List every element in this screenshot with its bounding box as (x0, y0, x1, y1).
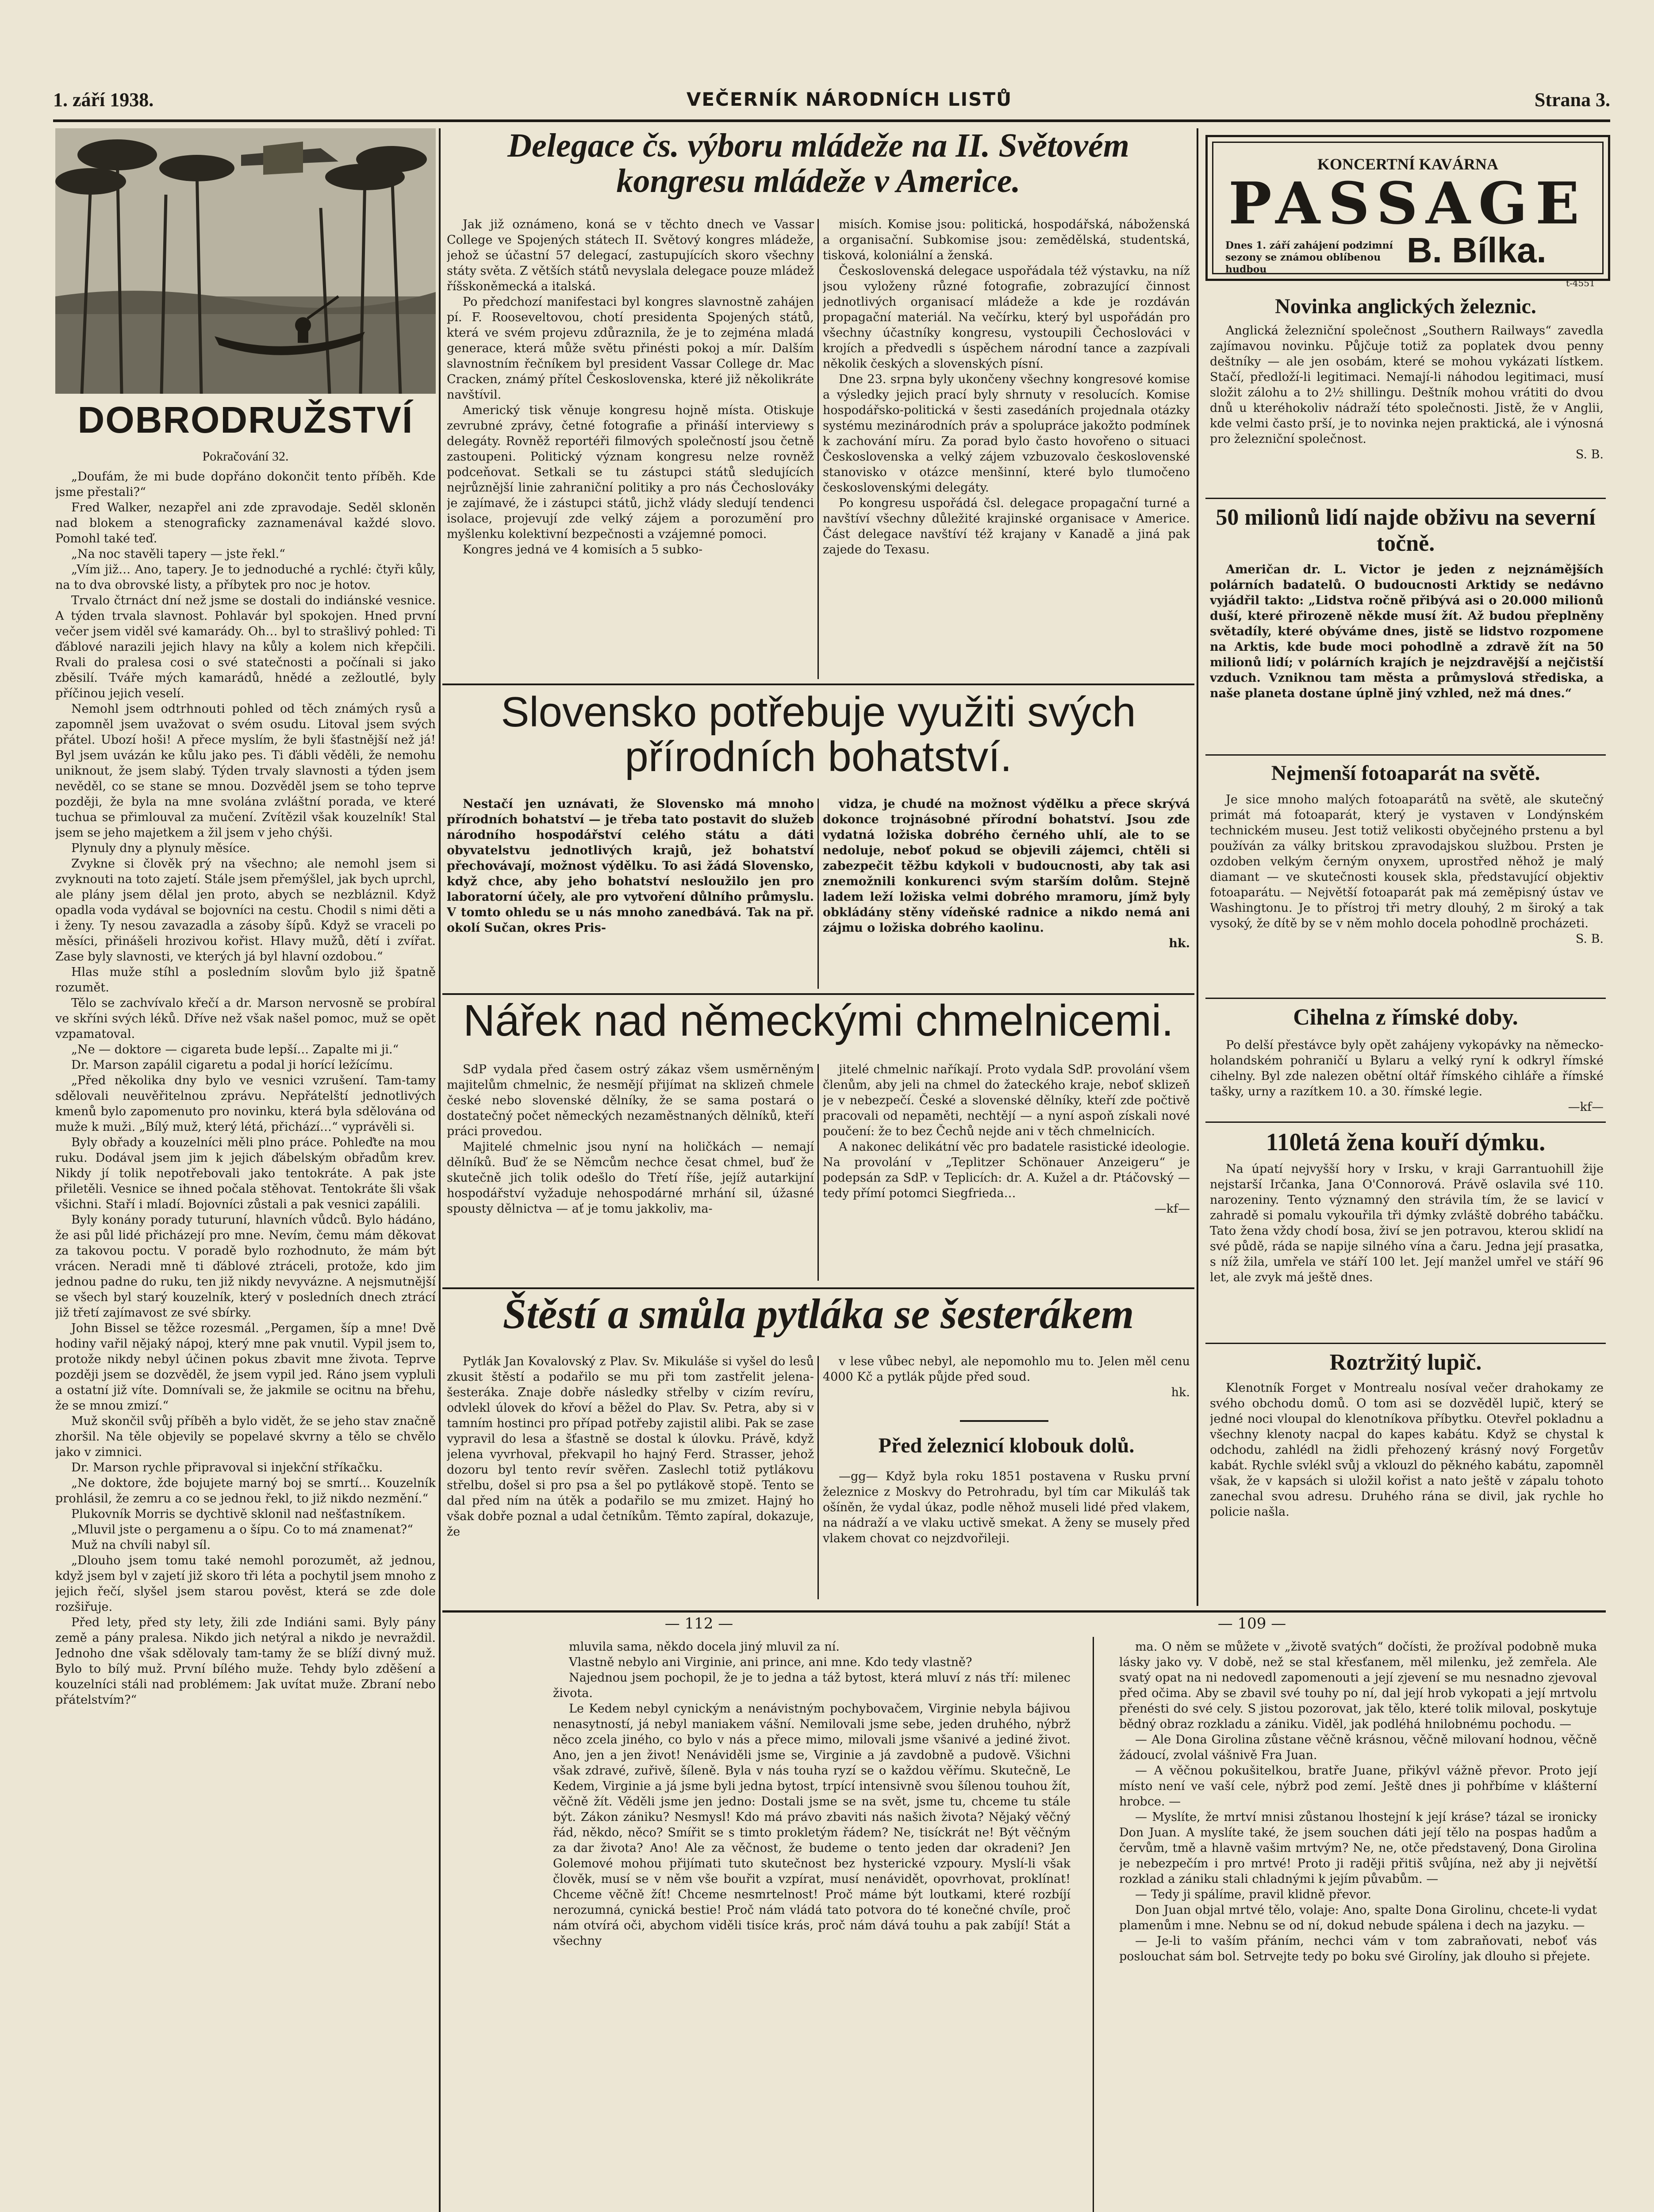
slovakia-col-2 (823, 796, 1190, 991)
delegation-paragraph: Americký tisk věnuje kongresu hojně místa. Otiskuje zevrubné zprávy, četné fotografie a přináší interviewy s delegáty. Rovněž reportéři filmových společností jsou četně zastoupeni. Politický význam kongresu nelze rovněž podceňovat. Setkali se tu zástupci států sledujících nejrůznější linie zahraniční politiky a pro nás Čechoslováky je zajímavé, že i zástupci států, jichž vlády sledují tendenci isolace, projevují zde velký zájem a porozumění pro myšlenku kolektivní bezpečnosti a vzájemné pomoci. (447, 403, 814, 541)
hops-paragraph: SdP vydala před časem ostrý zákaz všem usměrněným majitelům chmelnic, že nesmějí přijímat na sklizeň chmele české nebo slovenské dělníky, že se sama postará o dostatečný počet německých nezaměstnaných dělníků, kteří práci provedou. (447, 1063, 814, 1138)
column-rule (1093, 1637, 1094, 2212)
novel-paragraph: Don Juan objal mrtvé tělo, volaje: Ano, spalte Dona Girolinu, chcete-li vydat plamenům i mne. Nebnu se od ní, dokud nebude spálena i dech na jazyku. — (1119, 1903, 1597, 1932)
serial-paragraph: Fred Walker, nezapřel ani zde zpravodaje. Seděl skloněn nad blokem a stenograficky zaznamenával každé slovo. Pomohl také teď. (55, 501, 436, 545)
novel-paragraph: — Tedy ji spálíme, pravil klidně převor. (1135, 1888, 1371, 1901)
slovakia-signature: hk. (1169, 937, 1190, 950)
passage-caption: KONCERTNÍ KAVÁRNA (1317, 155, 1499, 173)
ornament-divider (960, 1420, 1048, 1422)
serial-paragraph: „Dlouho jsem tomu také nemohl porozumět, až jednou, když jsem byl v zajetí již skoro tři léta a pochytil jsem mnoho z jejich řečí, slyšel jsem starou pověst, která se zde dole rozšiřuje. (55, 1554, 436, 1614)
poacher-signature: hk. (1171, 1386, 1190, 1399)
poacher-col-1 (447, 1354, 814, 1601)
hops-col-1 (447, 1062, 814, 1283)
delegation-paragraph: Dne 23. srpna byly ukončeny všechny kongresové komise a výsledky jejich prací byly shrnuty v resolucích. Komise hospodářsko-politická v šesti zasedáních projednala otázky systému mezinárodních práv a spolupráce jakožto podmínek k zachování míru. Za porad bylo často hovořeno o situaci Československa a velký zájem vzbuzovalo československé stanovisko v otázce menšinní, které bylo tlumočeno československými delegáty. (823, 373, 1190, 495)
serial-paragraph: Dr. Marson rychle připravoval si injekční stříkačku. (71, 1461, 383, 1475)
serial-paragraph: „Ne — doktore — cigareta bude lepší… Zapalte mi ji.“ (71, 1043, 399, 1056)
poacher-title: Štěstí a smůla pytláka se šesterákem (503, 1290, 1134, 1337)
hops-paragraph: Majitelé chmelnic jsou nyní na holičkách — nemají dělníků. Buď že se Němcům nechce česat chmel, buď že skutečně jich tolik odešlo do Třetí říše, jejíž autarkijní hospodářství vyžaduje nehospodárné mrhání sil, úžasné spousty dělnictva — ať je tomu jakkoliv, ma- (447, 1140, 814, 1216)
novel-page-right: — 109 — (1217, 1615, 1286, 1632)
woman-paragraph: Na úpatí nejvyšší hory v Irsku, v kraji Garrantuohill žije nejstarší Irčanka, Jana O'Connorová. Právě oslavila své 110. narozeniny. Tento významný den strávila tím, že se lavicí v zahradě si pomalu vykouřila tři dýmky zvláště dobrého tabáčku. Tato žena vždy chodí bosa, živí se jen potravou, kterou sklidí na své půdě, ráda se napije silného vína a čaru. Jedna její prasatka, s níž žila, umřela ve stáří 100 let. Její manžel umřel ve stáří 96 let, ale zvyk má ještě dnes. (1210, 1162, 1604, 1284)
serial-paragraph: Muž na chvíli nabyl síl. (71, 1538, 211, 1552)
section-rule (442, 993, 1194, 995)
serial-continuation: Pokračování 32. (202, 449, 289, 464)
hops-paragraph: A nakonec delikátní věc pro badatele rasistické ideologie. Na provolání v „Teplitzer Schönauer Anzeigeru“ je podepsán za SdP. v Teplicích: dr. A. Kužel a dr. Ptáčovský — tedy přímí potomci Siegfrieda… (823, 1140, 1190, 1200)
serial-paragraph: Zvykne si člověk prý na všechno; ale nemohl jsem si zvyknouti na toto zajetí. Stále jsem přemýšlel, jak bych uprchl, ale plány jsem dělal jen proto, abych se nezbláznil. Když opadla voda vydával se bojovníci na cestu. Chodil s nimi děti a i ženy. Ty nesou zavazadla a zásoby šípů. Když se vraceli po měsíci, přinášeli hrozivou kořist. Hlavy mužů, dětí i zvířat. Zase byly slavnosti, ve kterých já byl hlavní ozdobou.“ (55, 857, 436, 964)
serial-paragraph: Muž skončil svůj příběh a bylo vidět, že se jeho stav značně zhoršil. Na těle objevily se popelavé skvrny a tělo se chvělo jako v zimnici. (55, 1414, 436, 1459)
serial-paragraph: Nemohl jsem odtrhnouti pohled od těch známých rysů a zapomněl jsem uvažovat o svém osudu. Litoval jsem svých přátel. Ubozí hoši! A přece myslím, že byli šťastnější než já! Byl jsem uvázán ke kůlu jako pes. Ti ďábli věděli, že nemohu uniknout, že jsem slabý. Týden trvaly slavnosti a týden jsem nevěděl, co se stane se mnou. Dozvěděl jsem se toho teprve později, že byla na mne svolána zvláštní porada, ve které tuchua se přimlouval za mučení. Zvítězil však kouzelník! Stal jsem se jeho majetkem a žil jsem v jeho chýši. (55, 702, 436, 840)
issue-date: 1. září 1938. (53, 89, 154, 111)
serial-paragraph: John Bissel se těžce rozesmál. „Pergamen, šíp a mne! Dvě hodiny vařil nějaký nápoj, který mne pak vnutil. Vypil jsem to, protože nikdy nebyl účinen pokus zbavit mne života. Teprve později jsem se dozvěděl, že jsem vypil jed. Ráno jsem vypluli a ostatní již víte. Domnívali se, že jakmile se ocitnu na břehu, že se mnou zmizí.“ (55, 1321, 436, 1413)
bowler-title: Před železnicí klobouk dolů. (878, 1434, 1135, 1457)
serial-paragraph: „Před několika dny bylo ve vesnici vzrušení. Tam-tamy sdělovali neuvěřitelnou zprávu. Nepřátelští jednotlivých kmenů bylo zapomenuto pro novinku, která byla sdělována od muže k muži. „Bílý muž, který létá, přichází…“ vyprávěli si. (55, 1074, 436, 1134)
serial-paragraph: Byly obřady a kouzelníci měli plno práce. Pohleďte na mou ruku. Dodával jsem jim k jejich ďábelským obřadům krev. Nikdy jí tolik nepotřebovali jako tentokráte. A pak jste přiletěli. Vesnice se ihned počala stěhovat. Tentokráte šli však všichni. Staří i mladí. Bojovníci zůstali a pak vesnici zapálili. (55, 1136, 436, 1211)
feuilleton-rule (442, 1610, 1606, 1613)
serial-text (55, 469, 436, 2212)
umbrellas-title: Novinka anglických železnic. (1275, 295, 1536, 318)
masthead-rule (53, 119, 1610, 122)
delegation-title: Delegace čs. výboru mládeže na II. Světovém kongresu mládeže v Americe. (507, 127, 1129, 200)
section-rule (442, 1287, 1194, 1289)
column-rule (439, 128, 441, 2212)
million-text (1210, 562, 1604, 752)
camera-title: Nejmenší fotoaparát na světě. (1271, 761, 1540, 785)
poacher-col-2 (823, 1354, 1190, 1416)
umbrellas-text (1210, 323, 1604, 509)
novel-paragraph: Le Kedem nebyl cynickým a nenávistným pochybovačem, Virginie nebyla bájivou nenasytností, já nebyl maniakem vášní. Nemilovali jsme sebe, jeden druhého, nýbrž něco zcela jiného, co bylo v nás a přece mimo, milovali jsme všanivé a jediné život. Ano, jen a jen život! Nenáviděli jsme se, Virginie a já zavdobně a pudově. Všichni však zdravé, zuřivě, šíleně. Byla v nás touha ryzí se o každou věřímu. Skutečně, Le Kedem, Virginie a já jsme byli jedna bytost, trpící intensivně svou šílenou touhou žít, věčně žít. Věděli jsme jen jedno: Dostali jsme se na svět, jsme tu, chceme tu stále být. Zákon zániku? Nesmysl! Kdo má právo zbaviti nás našich života? Nějaký věčný řád, někdo, něco? Smířit se s timto prokletým řádem? Ne, tisíckrát ne! Být věčným za dar života? Ano! Ale za věčnost, že budeme o tento jeden dar okradeni? Jen Golemové mohou přijímati tuto skutečnost bez hysterické vzpoury. Myslí-li však člověk, musí se v něm vše bouřit a vzpírat, musí nenávidět, opovrhovat, proklínat! Chceme věčně žít! Chceme nesmrtelnost! Proč máme být loutkami, které rozbíjí nerozumná, cynická bestie! Proč nám vládá tato potvora do té konečné chvíle, proč nám otvírá oči, abychom viděli tisíce krás, proč nám dává touhu a pak zabíjí! Stát a všechny (553, 1702, 1071, 1948)
novel-paragraph: — Je-li to vaším přáním, nechci vám v tom zabraňovati, neboť vás poslouchat sám bol. Setrvejte tedy po boku své Girolíny, jak dlouho si přejete. (1119, 1934, 1597, 1963)
page-number: Strana 3. (1534, 89, 1610, 111)
novel-paragraph: — A věčnou pokušitelkou, bratře Juane, přikývl vážně převor. Proto její místo není ve vaší cele, nýbrž pod zemí. Ještě dnes ji pohřbíme v klášterní hrobce. — (1119, 1764, 1597, 1809)
hops-signature: —kf— (1154, 1202, 1190, 1216)
delegation-col-2 (823, 217, 1190, 681)
serial-paragraph: „Mluvil jste o pergamenu a o šípu. Co to má znamenat?“ (71, 1523, 413, 1536)
serial-paragraph: Plynuly dny a plynuly měsíce. (71, 841, 250, 855)
novel-paragraph: — Ale Dona Girolina zůstane věčně krásnou, věčně milovaní hodnou, věčně žádoucí, zvolal vášnivě Fra Juan. (1119, 1733, 1597, 1762)
section-rule (1205, 1121, 1606, 1123)
newspaper-name: VEČERNÍK NÁRODNÍCH LISTŮ (686, 88, 1013, 110)
serial-paragraph: Hlas muže stíhl a posledním slovům bylo již špatně rozumět. (55, 965, 436, 995)
delegation-paragraph: Československá delegace uspořádala též výstavku, na níž jsou vyloženy různé fotografie, zobrazující činnost jednotlivých organisací mládeže a kde je rozdáván propagační materiál. Na večírku, který byl uspořádán pro všechny účastníky kongresu, vystoupili Čechoslováci v krojích a předvedli s úspěchem národní tance a zazpívali několik českých a slovenských písní. (823, 264, 1190, 371)
column-rule (1197, 128, 1198, 1606)
slovakia-paragraph: vidza, je chudé na možnost výdělku a přece skrývá dokonce trojnásobné přírodní bohatství. Jsou zde vydatná ložiska dobrého černého uhlí, ale to se nedoluje, neboť pokud se objevili zájemci, chtěli si zabezpečit těžbu kdykoli v budoucnosti, aby tak asi znemožnili konkurenci svým starším dolům. Stejně ladem leží ložiska velmi dobrého mramoru, jímž byly obkládány stěny vídeňské radnice a nikdo nemá ani zájmu o ložiska dobrého kaolinu. (823, 797, 1190, 935)
umbrellas-signature: S. B. (1575, 448, 1604, 461)
novel-paragraph: Najednou jsem pochopil, že je to jedna a táž bytost, která mluví z nás tří: milenec života. (553, 1671, 1071, 1700)
brick-title: Cihelna z římské doby. (1293, 1005, 1518, 1030)
million-paragraph: Američan dr. L. Victor je jeden z nejznámějších polárních badatelů. O budoucnosti Arktidy se nedávno vyjádřil takto: „Lidstva ročně přibývá asi o 20.000 milionů duší, které přirozeně někde musí žít. Až budou přeplněny světadíly, které obýváme dnes, jistě se lidstvo rozpomene na Arktis, kde bude moci pohodlně a zdravě žít na 50 milionů lidí; v polárních krajích je nejzdravější a nejčistší vzduch. Vzniknou tam města a průmyslová střediska, a naše planeta dostane úplně jiný vzhled, než má dnes.“ (1210, 563, 1604, 700)
column-rule (817, 1356, 819, 1599)
novel-paragraph: — Myslíte, že mrtví mnisi zůstanou lhostejní k její kráse? tázal se ironicky Don Juan. A myslíte také, že jsem souchen dáti její tělo na pospas hadům a červům, tmě a hlavně vašim mrtvým? Ne, ne, otče představený, Dona Girolina je nebezpečím i pro mrtvé! Proto ji raději přitiš svůjína, než aby ji největší rozklad a zániku stali chladnými k jejím půvabům. — (1119, 1810, 1597, 1886)
masthead (53, 88, 1610, 115)
slovakia-paragraph: Nestačí jen uznávati, že Slovensko má mnoho přírodních bohatství — je třeba tato postavit do služeb národního hospodářství celého státu a dáti obyvatelstvu jednotlivých krajů, jež bohatství přechovávají, možnost výdělku. To asi žádá Slovensko, když chce, aby jeho bohatství nesloužilo jen pro laboratorní účely, ale pro vytvoření důlního průmyslu. V tomto ohledu se u nás mnoho zanedbává. Tak na př. okolí Sučan, okres Pris- (447, 797, 814, 935)
bowler-paragraph: —gg— Když byla roku 1851 postavena v Rusku první železnice z Moskvy do Petrohradu, byl tím car Mikuláš tak ošíněn, že vydal úkaz, podle něhož museli lidé před vlakem, na nádraží a ve vlaku uctivě smekat. A ženy se musely před vlakem chovat co nejzdvořileji. (823, 1470, 1190, 1545)
column-rule (817, 1064, 819, 1281)
novel-paragraph: ma. O něm se můžete v „životě svatých“ dočísti, že prožíval podobně muka lásky jako vy. V době, než se stal křesťanem, měl milenku, jež zemřela. Ale svatý opat na ni nedovedl zapomenouti a její zjevení se mu nesnadno zjevoval před očima. Aby se zbavil své touhy po ní, dal její hrob vykopati a její mrtvolu přenésti do své cely. S jistou pozorovat, jak tělo, které tolik miloval, poskytuje bědný obraz rozkladu a zániku. Viděl, jak podléhá hnilobnému pochodu. — (1119, 1640, 1597, 1731)
poacher-paragraph: Pytlák Jan Kovalovský z Plav. Sv. Mikuláše si vyšel do lesů zkusit štěstí a podařilo se mu při tom zastřelit jelena-šesteráka. Znaje dobře následky střelby v cizím revíru, odvlekl úlovek do křoví a běžel do Plav. Sv. Petra, aby si v tamním hostinci pro případ potřeby zajistil alibi. Pak se zase vypravil do lesa a šťastně se dostal k úlovku. Právě, když jelena vyvrhoval, překvapil ho hajný Ferd. Strasser, jehož dozoru byl tento revír svěřen. Zaslechl totiž pytlákovu střelbu, došel si pro psa a šel po pytlákově stopě. Tento se dal před ním na útěk a podařilo se mu zmizet. Hajný ho však dobře poznal a udal četníkům. Těmto zapíral, dokazuje, že (447, 1355, 814, 1539)
million-title: 50 milionů lidí najde obživu na severní točně. (1216, 505, 1596, 556)
poacher-paragraph: v lese vůbec nebyl, ale nepomohlo mu to. Jelen měl cenu 4000 Kč a pytlák půjde před soud. (823, 1355, 1190, 1384)
section-rule (1205, 1343, 1606, 1344)
novel-left-text (553, 1639, 1071, 2212)
column-rule (817, 799, 819, 989)
delegation-paragraph: Po kongresu uspořádá čsl. delegace propagační turné a navštíví všechny důležité krajinské organisace v Americe. Část delegace navštíví též krajany v Kanadě a jiná pak zajede do Texasu. (823, 496, 1190, 557)
slovakia-title: Slovensko potřebuje využiti svých přírodních bohatství. (501, 688, 1136, 780)
brick-paragraph: Po delší přestávce byly opět zahájeny vykopávky na německo-holandském pohraničí u Bylaru a velký ryní k odkryl římské cihelny. Byl zde nalezen obětní oltář římského cihláře a římské tašky, urny a razítkem 10. a 30. římské legie. (1210, 1038, 1604, 1098)
hops-paragraph: jitelé chmelnic naříkají. Proto vydala SdP. provolání všem členům, aby jeli na chmel do žateckého kraje, neboť sklizeň je v nebezpečí. České a slovenské dělníky, kteří zde počtivě pracovali od nepaměti, nechtějí — a nyní aspoň získali nové poučení: že to bez Čechů nejde ani v těch chmelnicích. (823, 1063, 1190, 1138)
woman-title: 110letá žena kouří dýmku. (1266, 1129, 1546, 1156)
serial-paragraph: „Vím již… Ano, tapery. Je to jednoduché a rychlé: čtyři kůly, na to dva obrovské listy, a příbytek pro noc je hotov. (55, 563, 436, 592)
passage-leader: B. Bílka. (1407, 230, 1547, 270)
serial-paragraph: Byly konány porady tuturuní, hlavních vůdců. Bylo hádáno, že asi půl lidé přicházejí pro mne. Nevím, čemu mám děkovat za takovou poctu. V poradě bylo rozhodnuto, že mám být vrácen. Neradi mně ti ďáblové ztráceli, protože, kdo jim jednou padne do ruku, ten již nikdy nevyvázne. A nejsmutnější se všech byl starý kouzelník, který v posledních dnech ztrácí již třetí zajímavost ze své sbírky. (55, 1213, 436, 1320)
slovakia-col-1 (447, 796, 814, 991)
thief-text (1210, 1380, 1604, 1601)
delegation-paragraph: Po předchozí manifestaci byl kongres slavnostně zahájen pí. F. Rooseveltovou, chotí presidenta Spojených států, která ve svém projevu zdůraznila, že je to zejména mladá generace, která může světu přinésti pokoj a mír. Dalším slavnostním řečníkem byl president Vassar College dr. Mac Cracken, známý přítel Československa, které již několikráte navštívil. (447, 295, 814, 402)
passage-text: Dnes 1. září zahájení podzimní sezony se známou oblíbenou hudbou (1225, 240, 1393, 275)
delegation-paragraph: misích. Komise jsou: politická, hospodářská, náboženská a organisační. Subkomise jsou: zemědělská, studentská, tisková, koloniální a ženská. (823, 218, 1190, 262)
serial-title: DOBRODRUŽSTVÍ (77, 399, 414, 441)
jungle-canoe-drawing (55, 128, 436, 394)
delegation-col-1 (447, 217, 814, 681)
section-rule (1205, 754, 1606, 756)
serial-paragraph: Dr. Marson zapálil cigaretu a podal ji horící ležícímu. (71, 1058, 393, 1072)
thief-title: Roztržitý lupič. (1329, 1350, 1482, 1375)
bowler-text (823, 1469, 1190, 1601)
delegation-paragraph: Kongres jedná ve 4 komisích a 5 subko- (463, 543, 703, 557)
hops-title: Nářek nad německými chmelnicemi. (463, 996, 1174, 1045)
serial-illustration (55, 128, 436, 394)
novel-paragraph: mluvila sama, někdo docela jiný mluvil za ní. (569, 1640, 840, 1654)
section-rule (1205, 998, 1606, 999)
serial-paragraph: Plukovník Morris se dychtivě sklonil nad nešťastníkem. (71, 1507, 406, 1521)
brick-signature: —kf— (1568, 1100, 1604, 1114)
novel-paragraph: Vlastně nebylo ani Virginie, ani prince, ani mne. Kdo tedy vlastně? (569, 1655, 972, 1669)
novel-right-text (1119, 1639, 1597, 2212)
novel-page-left: — 112 — (664, 1615, 733, 1632)
serial-paragraph: Trvalo čtrnáct dní než jsme se dostali do indiánské vesnice. A týden trvala slavnost. Pohlavár byl spokojen. Hned první večer jsem viděl své kamarády. Oh… byl to strašlivý pohled: Ti ďáblové narazili jejich hlavy na kůly a kolem nich křepčili. Rvali do pralesa cosi o své statečnosti a počínali si jako zběsilí. Tváře mých kamarádů, hnědé a zežloutlé, byly příčinou jejich veselí. (55, 594, 436, 700)
camera-text (1210, 792, 1604, 995)
umbrellas-paragraph: Anglická železniční společnost „Southern Railways“ zavedla zajímavou novinku. Půjčuje totiž za poplatek dvou penny deštníky — ale jen osobám, které se mohou vykázati lístkem. Stačí, předloží-li legitimaci. Nemají-li náhodou legitimaci, musí složit zálohu a to 2½ shillingu. Deštník mohou vrátiti do dvou dnů u kteréhokoliv nádraží této společnosti. Jistě, že v Anglii, kde velmi často prší, je to novinka nejen praktická, ale i výnosná pro železniční společnost. (1210, 324, 1604, 446)
passage-name: PASSAGE (1228, 169, 1588, 237)
woman-text (1210, 1161, 1604, 1338)
thief-paragraph: Klenotník Forget v Montrealu nosíval večer drahokamy ze svého obchodu domů. O tom asi se dozvěděl lupič, který se jedné noci vloupal do klenotníkova příbytku. Otevřel pokladnu a všechny klenoty nacpal do kapes kabátu. Když se chystal k odchodu, zahlédl na židli přehozený krásný nový Forgetův kabát. Rychle svlékl svůj a vklouzl do pěkného kabátu, zapomněl však, že v kapsách si uložil kořist a nato ještě v zápalu tohoto zanechal svou adresu. Druhého rána se divil, jak rychle ho policie našla. (1210, 1381, 1604, 1519)
section-rule (442, 684, 1194, 685)
serial-paragraph: „Doufám, že mi bude dopřáno dokončit tento příběh. Kde jsme přestali?“ (55, 470, 436, 499)
serial-paragraph: „Ne doktore, žde bojujete marný boj se smrtí… Kouzelník prohlásil, že zemru a co se jednou řekl, to již nikdo nezmění.“ (55, 1476, 436, 1505)
serial-paragraph: Tělo se zachvívalo křečí a dr. Marson nervosně se probíral ve skříni svých léků. Dříve než však našel pomoc, muž se opět vzpamatoval. (55, 996, 436, 1041)
brick-text (1210, 1037, 1604, 1117)
advert-code: t-4551 (1566, 278, 1595, 288)
delegation-paragraph: Jak již oznámeno, koná se v těchto dnech ve Vassar College ve Spojených státech II. Světový kongres mládeže, jehož se účastní 57 delegací, zastupujících skoro všechny státy světa. Z větších států nevyslala delegace pouze mládež říšskoněmecká a italská. (447, 218, 814, 293)
passage-advert (1205, 135, 1610, 281)
camera-paragraph: Je sice mnoho malých fotoaparátů na světě, ale skutečný primát má fotoaparát, který je vystaven v Londýnském technickém museu. Jest totiž velikosti obyčejného prstenu a byl používán za války britskou zpravodajskou službou. Prsten je ozdoben velkým černým onyxem, uprostřed něhož je malý diamant — ve skutečnosti kousek skla, představující objektiv fotoaparátu. — Největší fotoaparát pak má zeměpisný ústav ve Washingtonu. Je to přístroj tři metry dlouhý, 2 m široký a tak vysoký, že dítě by se v něm mohlo docela pohodlně procházeti. (1210, 793, 1604, 930)
section-rule (1205, 498, 1606, 499)
serial-paragraph: „Na noc stavěli tapery — jste řekl.“ (71, 547, 285, 561)
column-rule (817, 219, 819, 679)
hops-col-2 (823, 1062, 1190, 1283)
camera-signature: S. B. (1575, 932, 1604, 946)
serial-paragraph: Před lety, před sty lety, žili zde Indiáni sami. Byly pány země a pány pralesa. Nikdo jich netýral a nikdo je nevraždil. Jednoho dne však sdělovaly tam-tamy že se blíží divný muž. Bylo to bílý muž. První bílého muže. Tehdy bylo zděšení a kouzelníci stáli nad problémem: Jak uvítat muže. Zbraní nebo přátelstvím?“ (55, 1616, 436, 1707)
